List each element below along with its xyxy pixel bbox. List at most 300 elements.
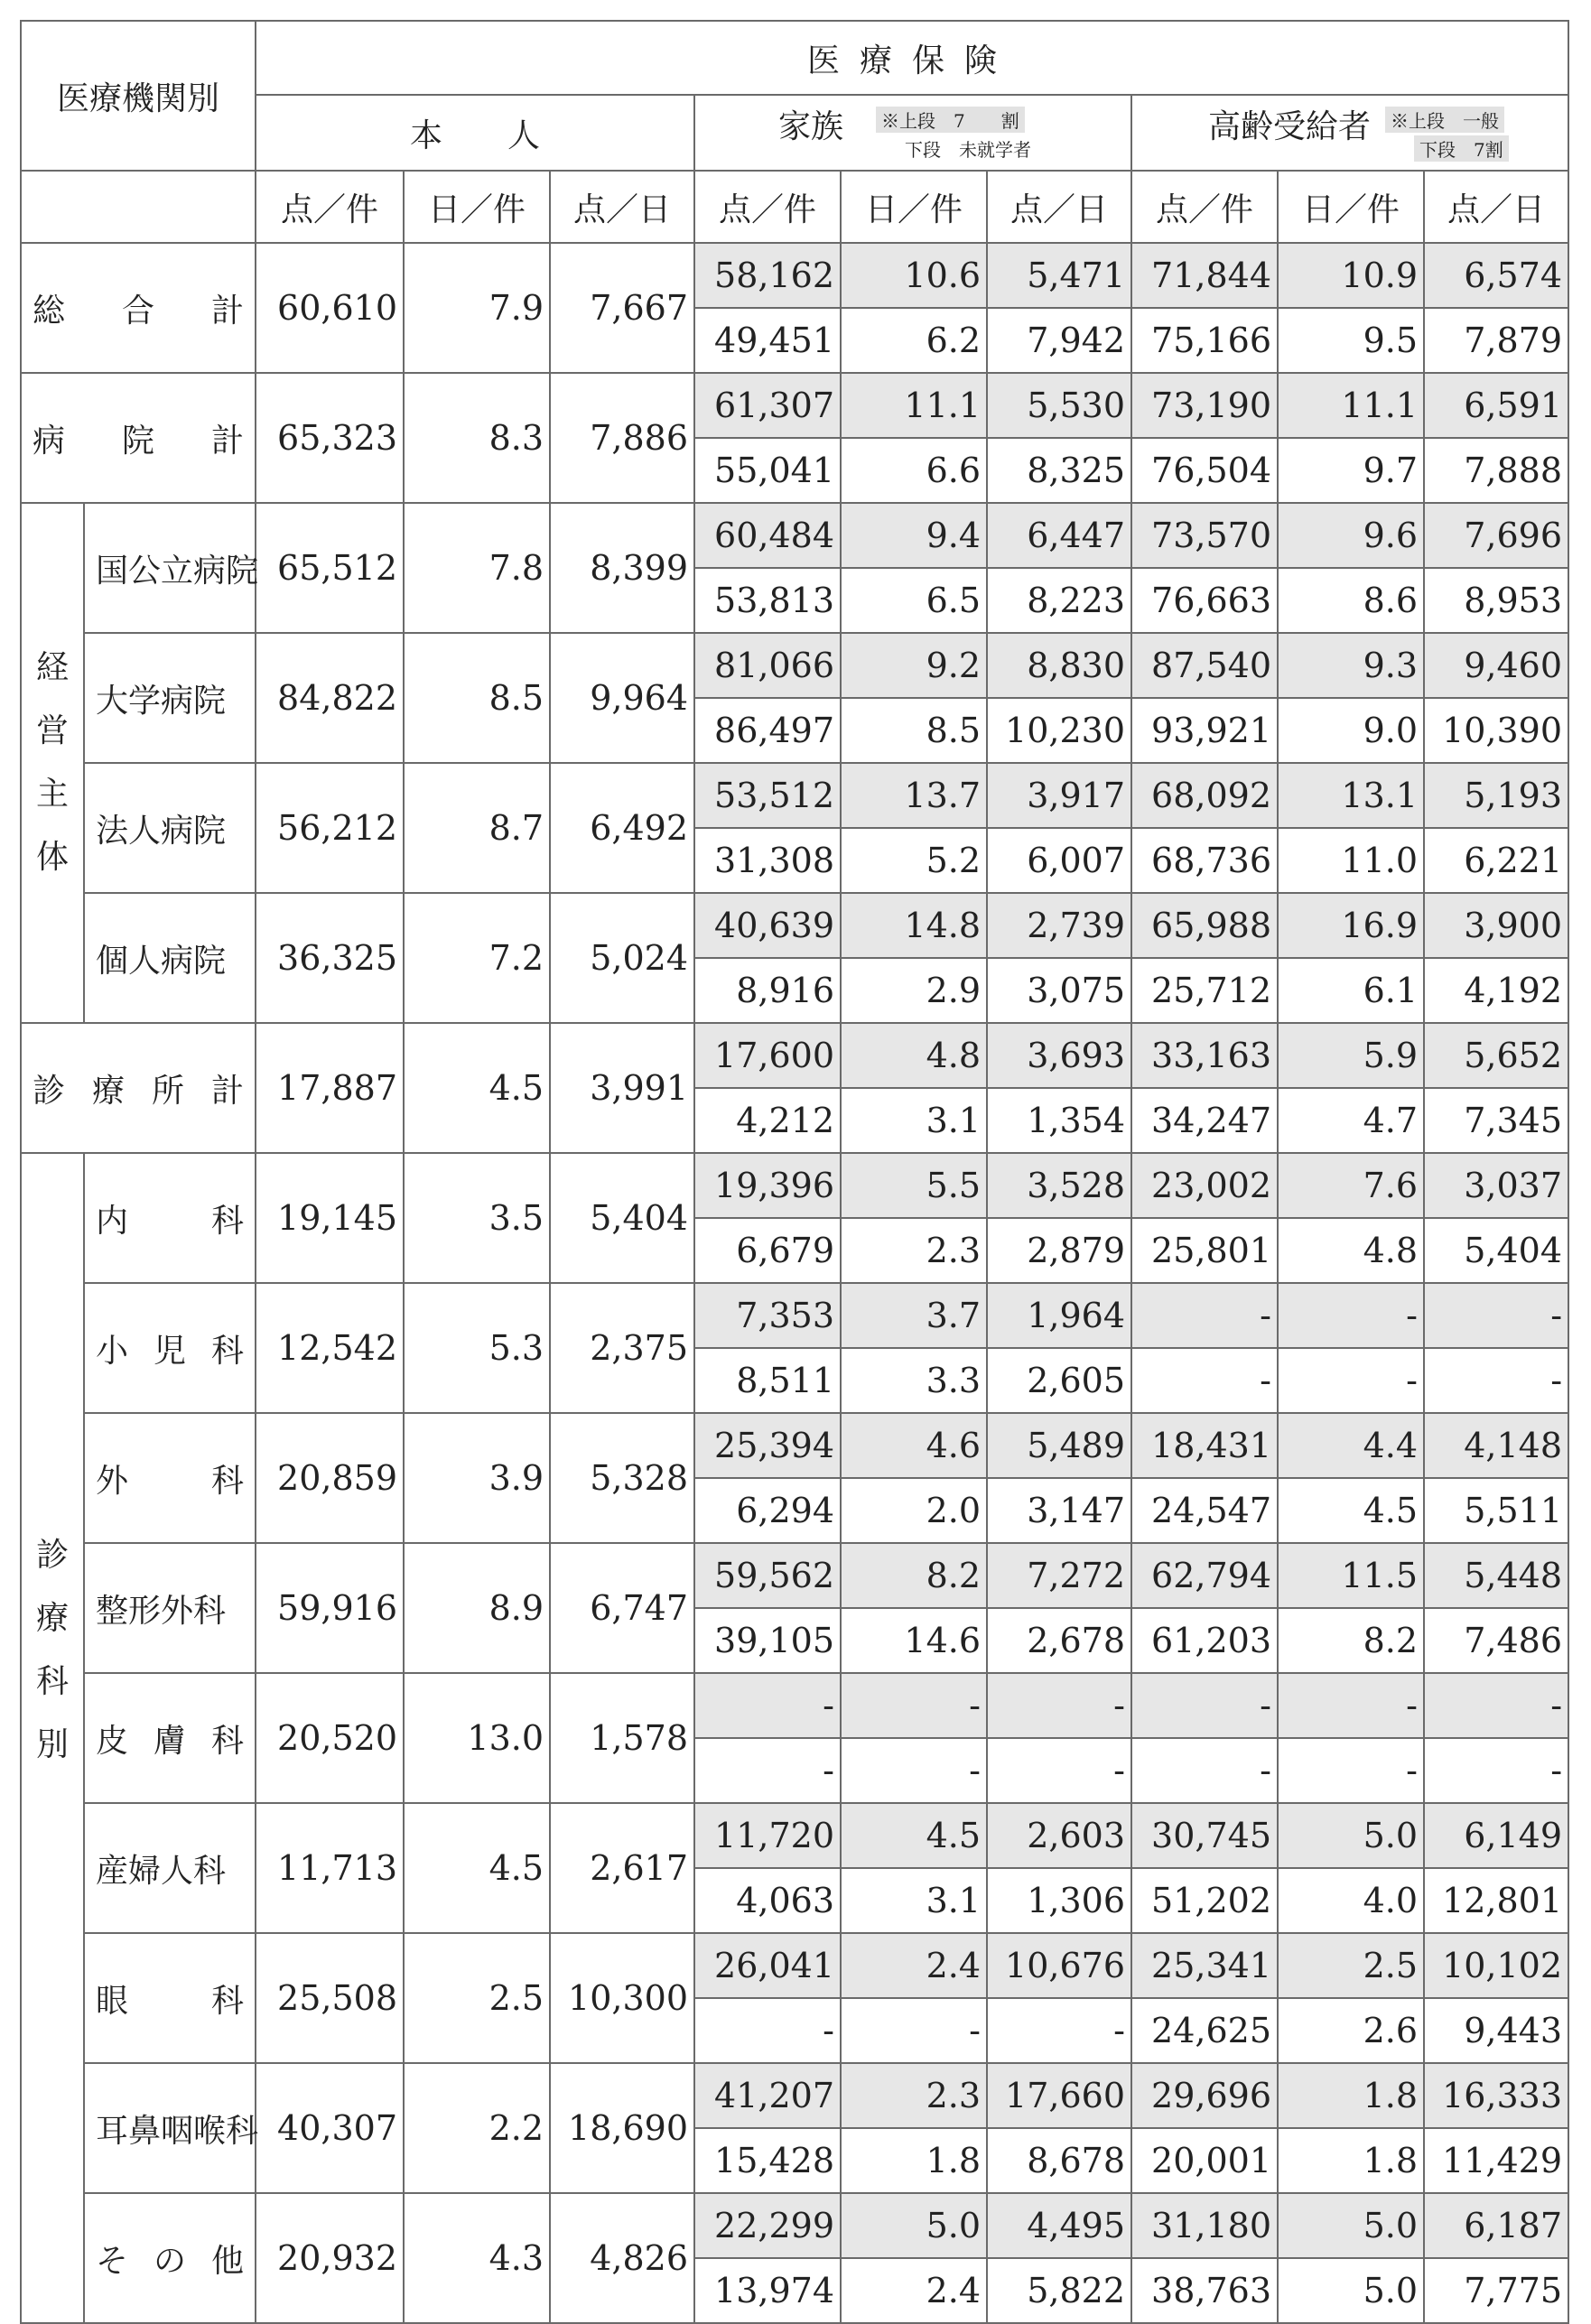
lower-value: 4.0 [1278, 1868, 1424, 1933]
lower-value: 24,547 [1131, 1478, 1278, 1543]
unit-header: 点／日 [987, 171, 1131, 243]
lower-value: 8,678 [987, 2128, 1131, 2193]
row-label: 法人病院 [96, 812, 227, 850]
row-label-cell [84, 503, 259, 633]
row-label-char: 科 [211, 1202, 245, 1240]
upper-value: 17,660 [987, 2063, 1131, 2128]
row-label: 大学病院 [96, 682, 227, 720]
lower-value: 15,428 [694, 2128, 841, 2193]
row-label-cell [84, 633, 256, 763]
lower-value: 9.5 [1278, 308, 1424, 373]
lower-value: 6.6 [841, 438, 987, 503]
honin-value: 4.3 [404, 2193, 550, 2323]
honin-value: 65,512 [256, 503, 404, 633]
lower-value: 2.6 [1278, 1998, 1424, 2063]
upper-value: 7,353 [694, 1283, 841, 1348]
kazoku-note-2: 下段 未就学者 [905, 139, 1032, 161]
row-label-char: 計 [211, 422, 245, 460]
lower-value: 11.0 [1278, 828, 1424, 893]
group-label-char: 診 [35, 1537, 69, 1574]
row-label-cell [84, 1933, 256, 2063]
upper-value: 3,917 [987, 763, 1131, 828]
koureisha-note-1: ※上段 一般 [1385, 107, 1504, 133]
lower-value: 10,230 [987, 698, 1131, 763]
upper-value: 6,149 [1424, 1803, 1568, 1868]
row-label-char: 内 [96, 1202, 129, 1240]
upper-value: 26,041 [694, 1933, 841, 1998]
upper-value: - [1424, 1673, 1568, 1738]
group-label-char: 経 [35, 649, 69, 686]
lower-value: 75,166 [1131, 308, 1278, 373]
upper-value: 25,341 [1131, 1933, 1278, 1998]
upper-value: 59,562 [694, 1543, 841, 1608]
honin-value: 7,886 [550, 373, 694, 503]
lower-value: 7,888 [1424, 438, 1568, 503]
lower-value: 2.3 [841, 1218, 987, 1283]
upper-value: - [841, 1673, 987, 1738]
upper-value: 2.4 [841, 1933, 987, 1998]
table-row [21, 503, 1568, 568]
lower-value: - [841, 1738, 987, 1803]
upper-value: 5.0 [1278, 2193, 1424, 2258]
row-label-char: 児 [154, 1332, 187, 1370]
honin-value: 20,520 [256, 1673, 404, 1803]
medical-cost-table [20, 20, 1569, 2324]
row-label-char: 他 [211, 2242, 245, 2280]
upper-value: 6,447 [987, 503, 1131, 568]
upper-value: 8.2 [841, 1543, 987, 1608]
lower-value: 11,429 [1424, 2128, 1568, 2193]
unit-header: 点／日 [550, 171, 694, 243]
lower-value: 93,921 [1131, 698, 1278, 763]
upper-value: 23,002 [1131, 1153, 1278, 1218]
honin-value: 60,610 [256, 243, 404, 373]
row-label-cell [84, 1413, 256, 1543]
row-label-char: 小 [96, 1332, 129, 1370]
upper-value: 17,600 [694, 1023, 841, 1088]
honin-value: 20,859 [256, 1413, 404, 1543]
lower-value: 6.1 [1278, 958, 1424, 1023]
lower-value: 7,486 [1424, 1608, 1568, 1673]
upper-value: 68,092 [1131, 763, 1278, 828]
upper-value: 4.5 [841, 1803, 987, 1868]
upper-value: 22,299 [694, 2193, 841, 2258]
lower-value: 8,223 [987, 568, 1131, 633]
honin-value: 1,578 [550, 1673, 694, 1803]
table-row [21, 2193, 1568, 2258]
row-label-char: 眼 [96, 1982, 129, 2020]
honin-value: 8,399 [550, 503, 694, 633]
honin-value: 2,617 [550, 1803, 694, 1933]
lower-value: 7,345 [1424, 1088, 1568, 1153]
honin-value: 6,747 [550, 1543, 694, 1673]
row-label [85, 1325, 255, 1371]
kazoku-note-1: ※上段 7 割 [876, 107, 1025, 133]
unit-header: 点／日 [1424, 171, 1568, 243]
upper-value: 73,570 [1131, 503, 1278, 568]
row-label-char: の [154, 2242, 187, 2280]
lower-value: - [1424, 1738, 1568, 1803]
honin-header: 本 人 [256, 95, 694, 171]
row-label-char: 合 [122, 292, 155, 330]
upper-value: 81,066 [694, 633, 841, 698]
group-label-char: 別 [35, 1726, 69, 1763]
honin-value: 8.3 [404, 373, 550, 503]
koureisha-header [1131, 95, 1568, 171]
row-label-char: 療 [92, 1072, 126, 1110]
lower-value: 6.5 [841, 568, 987, 633]
upper-value: 3,900 [1424, 893, 1568, 958]
honin-value: 36,325 [256, 893, 404, 1023]
unit-header: 点／件 [694, 171, 841, 243]
kazoku-header [694, 95, 1131, 171]
upper-value: 19,396 [694, 1153, 841, 1218]
upper-value: 9,460 [1424, 633, 1568, 698]
upper-value: 87,540 [1131, 633, 1278, 698]
honin-value: 7.9 [404, 243, 550, 373]
upper-value: 9.6 [1278, 503, 1424, 568]
row-label [85, 1455, 255, 1501]
upper-value: 29,696 [1131, 2063, 1278, 2128]
lower-value: 5,511 [1424, 1478, 1568, 1543]
table-body [21, 243, 1568, 2323]
honin-value: 4,826 [550, 2193, 694, 2323]
upper-value: 6,591 [1424, 373, 1568, 438]
upper-value: 5,489 [987, 1413, 1131, 1478]
lower-value: 38,763 [1131, 2258, 1278, 2323]
row-label [22, 1065, 255, 1111]
table-row [21, 1153, 1568, 1218]
upper-value: - [987, 1673, 1131, 1738]
upper-value: - [1278, 1283, 1424, 1348]
lower-value: 5.2 [841, 828, 987, 893]
lower-value: 13,974 [694, 2258, 841, 2323]
table-row [21, 2063, 1568, 2128]
upper-value: 41,207 [694, 2063, 841, 2128]
lower-value: 8,325 [987, 438, 1131, 503]
lower-value: 68,736 [1131, 828, 1278, 893]
group-label-char: 療 [35, 1600, 69, 1637]
units-spacer [21, 171, 256, 243]
row-label-char: 院 [122, 422, 155, 460]
row-label-char: 科 [211, 1332, 245, 1370]
lower-value: 51,202 [1131, 1868, 1278, 1933]
upper-value: 25,394 [694, 1413, 841, 1478]
lower-value: 25,712 [1131, 958, 1278, 1023]
table-row [21, 893, 1568, 958]
honin-value: 5.3 [404, 1283, 550, 1413]
upper-value: 2,739 [987, 893, 1131, 958]
upper-value: - [1131, 1673, 1278, 1738]
row-label-char: 総 [33, 292, 66, 330]
upper-value: 7.6 [1278, 1153, 1424, 1218]
honin-value: 9,964 [550, 633, 694, 763]
table-row [21, 1413, 1568, 1478]
group-label-char: 営 [35, 712, 69, 749]
honin-value: 25,508 [256, 1933, 404, 2063]
lower-value: 8.6 [1278, 568, 1424, 633]
lower-value: 4,063 [694, 1868, 841, 1933]
row-label-char: 診 [33, 1072, 66, 1110]
upper-value: 3,037 [1424, 1153, 1568, 1218]
lower-value: 2,879 [987, 1218, 1131, 1283]
lower-value: 2.9 [841, 958, 987, 1023]
upper-value: 61,307 [694, 373, 841, 438]
lower-value: 4,212 [694, 1088, 841, 1153]
row-label: 耳鼻咽喉科 [96, 2112, 259, 2150]
upper-value: 9.2 [841, 633, 987, 698]
lower-value: 20,001 [1131, 2128, 1278, 2193]
table-row [21, 763, 1568, 828]
row-label [22, 285, 255, 331]
lower-value: 6,679 [694, 1218, 841, 1283]
row-label-char: 膚 [154, 1722, 187, 1760]
group-keiei [21, 503, 84, 1023]
unit-header: 日／件 [841, 171, 987, 243]
upper-value: 1.8 [1278, 2063, 1424, 2128]
upper-value: 4.4 [1278, 1413, 1424, 1478]
upper-value: 7,272 [987, 1543, 1131, 1608]
upper-value: 18,431 [1131, 1413, 1278, 1478]
lower-value: 3.3 [841, 1348, 987, 1413]
kazoku-label: 家族 [778, 108, 844, 145]
upper-value: 5,530 [987, 373, 1131, 438]
honin-value: 5,024 [550, 893, 694, 1023]
upper-value: 4.8 [841, 1023, 987, 1088]
upper-value: - [1278, 1673, 1424, 1738]
table-row [21, 373, 1568, 438]
row-label [85, 1975, 255, 2022]
lower-value: 4.8 [1278, 1218, 1424, 1283]
upper-value: - [694, 1673, 841, 1738]
lower-value: 31,308 [694, 828, 841, 893]
upper-value: 14.8 [841, 893, 987, 958]
upper-value: 62,794 [1131, 1543, 1278, 1608]
honin-value: 10,300 [550, 1933, 694, 2063]
lower-value: 14.6 [841, 1608, 987, 1673]
group-label [22, 637, 83, 889]
honin-value: 19,145 [256, 1153, 404, 1283]
lower-value: - [1278, 1738, 1424, 1803]
row-label-char: そ [96, 2242, 129, 2280]
unit-header: 日／件 [404, 171, 550, 243]
table-row [21, 1283, 1568, 1348]
honin-value: 2.5 [404, 1933, 550, 2063]
upper-value: 9.3 [1278, 633, 1424, 698]
lower-value: 9,443 [1424, 1998, 1568, 2063]
honin-value: 17,887 [256, 1023, 404, 1153]
honin-value: 4.5 [404, 1803, 550, 1933]
unit-header: 点／件 [256, 171, 404, 243]
row-label-char: 科 [211, 1462, 245, 1500]
lower-value: 1.8 [841, 2128, 987, 2193]
koureisha-label: 高齢受給者 [1208, 108, 1372, 145]
honin-value: 59,916 [256, 1543, 404, 1673]
lower-value: 8,953 [1424, 568, 1568, 633]
honin-value: 8.7 [404, 763, 550, 893]
upper-value: 16.9 [1278, 893, 1424, 958]
upper-value: 3.7 [841, 1283, 987, 1348]
lower-value: 2.4 [841, 2258, 987, 2323]
lower-value: - [694, 1738, 841, 1803]
table-row [21, 243, 1568, 308]
lower-value: 8.5 [841, 698, 987, 763]
upper-value: 11.1 [841, 373, 987, 438]
upper-value: 65,988 [1131, 893, 1278, 958]
row-label-char: 所 [152, 1072, 185, 1110]
unit-header: 日／件 [1278, 171, 1424, 243]
lower-value: 2,605 [987, 1348, 1131, 1413]
koureisha-note-2: 下段 7割 [1414, 135, 1509, 162]
table-row [21, 1023, 1568, 1088]
upper-value: 3,528 [987, 1153, 1131, 1218]
upper-value: 5,193 [1424, 763, 1568, 828]
honin-value: 4.5 [404, 1023, 550, 1153]
honin-value: 18,690 [550, 2063, 694, 2193]
upper-value: 5.0 [1278, 1803, 1424, 1868]
row-label-cell [84, 1543, 256, 1673]
lower-value: 2,678 [987, 1608, 1131, 1673]
lower-value: - [1424, 1348, 1568, 1413]
upper-value: - [1424, 1283, 1568, 1348]
upper-value: 11.1 [1278, 373, 1424, 438]
lower-value: 6.2 [841, 308, 987, 373]
row-label-cell [84, 763, 256, 893]
honin-value: 2.2 [404, 2063, 550, 2193]
table-row [21, 1543, 1568, 1608]
lower-value: 6,294 [694, 1478, 841, 1543]
lower-value: 1.8 [1278, 2128, 1424, 2193]
row-label: 産婦人科 [96, 1852, 227, 1890]
honin-value: 40,307 [256, 2063, 404, 2193]
upper-value: 71,844 [1131, 243, 1278, 308]
row-label-char: 皮 [96, 1722, 129, 1760]
upper-value: 10.9 [1278, 243, 1424, 308]
row-label-cell [84, 1283, 256, 1413]
table-row [21, 1673, 1568, 1738]
lower-value: 76,663 [1131, 568, 1278, 633]
lower-value: 8.2 [1278, 1608, 1424, 1673]
row-label-cell [21, 243, 256, 373]
lower-value: 7,942 [987, 308, 1131, 373]
group-label [22, 1154, 83, 1777]
upper-value: 4,148 [1424, 1413, 1568, 1478]
lower-value: 3.1 [841, 1868, 987, 1933]
lower-value: 5.0 [1278, 2258, 1424, 2323]
upper-value: 11,720 [694, 1803, 841, 1868]
upper-value: 5.9 [1278, 1023, 1424, 1088]
upper-value: 10.6 [841, 243, 987, 308]
upper-value: 10,676 [987, 1933, 1131, 1998]
group-label-char: 体 [35, 839, 69, 876]
upper-value: 30,745 [1131, 1803, 1278, 1868]
row-label-cell [84, 1803, 256, 1933]
lower-value: 3,075 [987, 958, 1131, 1023]
lower-value: - [1131, 1348, 1278, 1413]
row-label-cell [84, 1153, 256, 1283]
table-row [21, 1933, 1568, 1998]
lower-value: 7,775 [1424, 2258, 1568, 2323]
lower-value: 5,822 [987, 2258, 1131, 2323]
upper-value: 73,190 [1131, 373, 1278, 438]
lower-value: 86,497 [694, 698, 841, 763]
table-row [21, 1803, 1568, 1868]
lower-value: 4,192 [1424, 958, 1568, 1023]
lower-value: 1,306 [987, 1868, 1131, 1933]
row-label [85, 2236, 255, 2282]
upper-value: 13.7 [841, 763, 987, 828]
unit-header: 点／件 [1131, 171, 1278, 243]
lower-value: 12,801 [1424, 1868, 1568, 1933]
row-label-char: 計 [211, 1072, 245, 1110]
upper-value: 5,652 [1424, 1023, 1568, 1088]
honin-value: 2,375 [550, 1283, 694, 1413]
row-label: 整形外科 [96, 1592, 227, 1630]
upper-value: 5,471 [987, 243, 1131, 308]
lower-value: 34,247 [1131, 1088, 1278, 1153]
upper-value: 2.5 [1278, 1933, 1424, 1998]
honin-value: 8.9 [404, 1543, 550, 1673]
honin-value: 7.2 [404, 893, 550, 1023]
lower-value: 4.5 [1278, 1478, 1424, 1543]
lower-value: 3.1 [841, 1088, 987, 1153]
lower-value: 6,007 [987, 828, 1131, 893]
row-label-cell [84, 2193, 256, 2323]
medical-cost-table-container [20, 20, 1569, 2324]
lower-value: - [841, 1998, 987, 2063]
lower-value: 8,511 [694, 1348, 841, 1413]
row-label [22, 415, 255, 461]
honin-value: 8.5 [404, 633, 550, 763]
row-label-cell [84, 893, 256, 1023]
group-shinryo [21, 1153, 84, 2323]
honin-value: 7,667 [550, 243, 694, 373]
honin-value: 12,542 [256, 1283, 404, 1413]
row-label-cell [21, 1023, 256, 1153]
upper-value: 33,163 [1131, 1023, 1278, 1088]
upper-value: 8,830 [987, 633, 1131, 698]
row-label-char: 病 [33, 422, 66, 460]
upper-value: 1,964 [987, 1283, 1131, 1348]
honin-value: 3.9 [404, 1413, 550, 1543]
honin-value: 5,404 [550, 1153, 694, 1283]
upper-value: 10,102 [1424, 1933, 1568, 1998]
upper-value: 6,574 [1424, 243, 1568, 308]
honin-value: 84,822 [256, 633, 404, 763]
upper-value: 58,162 [694, 243, 841, 308]
honin-value: 3,991 [550, 1023, 694, 1153]
lower-value: - [694, 1998, 841, 2063]
honin-value: 3.5 [404, 1153, 550, 1283]
lower-value: 2.0 [841, 1478, 987, 1543]
honin-value: 65,323 [256, 373, 404, 503]
upper-value: 40,639 [694, 893, 841, 958]
row-label-cell [84, 2063, 259, 2193]
lower-value: 53,813 [694, 568, 841, 633]
upper-value: 2,603 [987, 1803, 1131, 1868]
honin-value: 7.8 [404, 503, 550, 633]
lower-value: 10,390 [1424, 698, 1568, 763]
upper-value: 7,696 [1424, 503, 1568, 568]
table-row [21, 633, 1568, 698]
row-label-char: 計 [211, 292, 245, 330]
honin-value: 5,328 [550, 1413, 694, 1543]
group-label-char: 主 [35, 776, 69, 813]
row-label: 国公立病院 [96, 552, 259, 590]
lower-value: 49,451 [694, 308, 841, 373]
lower-value: 61,203 [1131, 1608, 1278, 1673]
upper-value: 5.0 [841, 2193, 987, 2258]
